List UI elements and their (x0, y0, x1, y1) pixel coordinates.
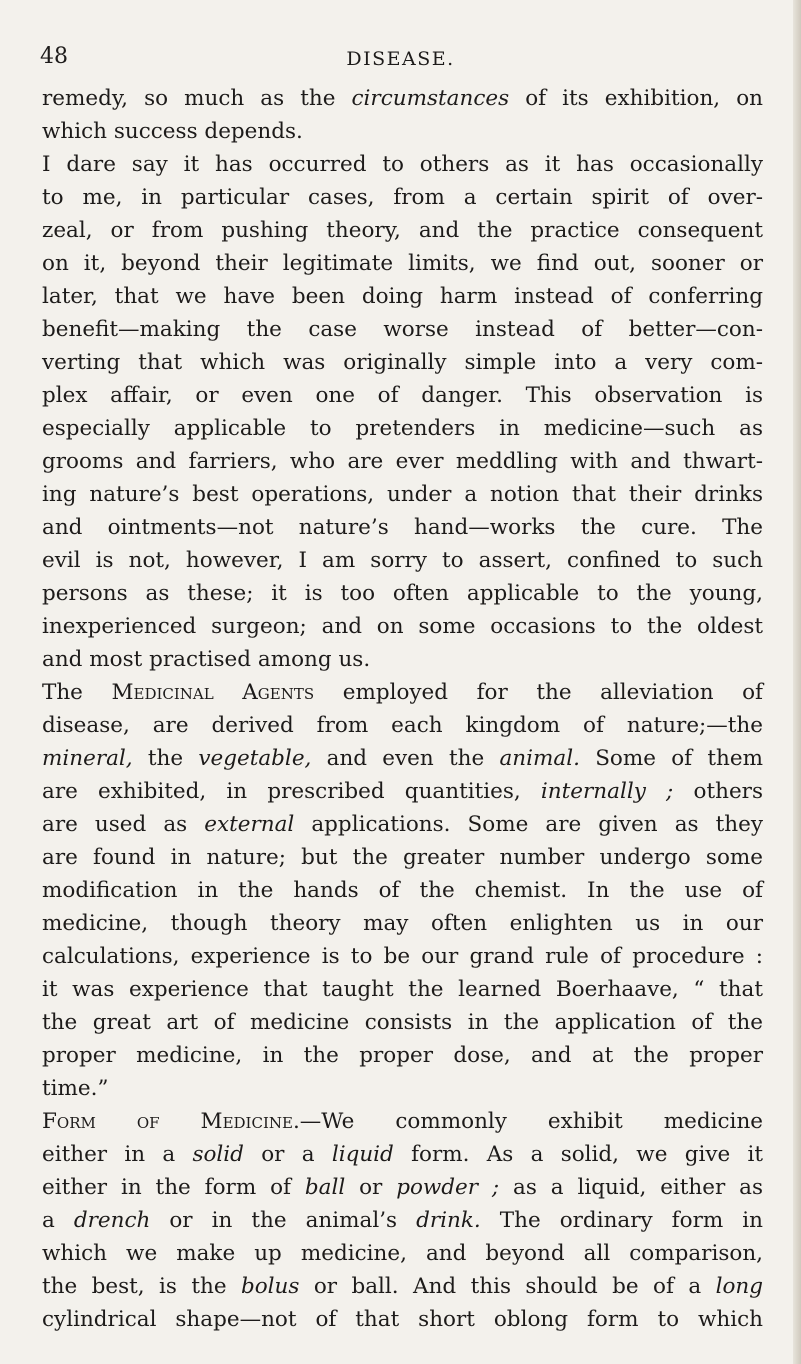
text-segment: later, that we have been doing harm instead of conferring (42, 284, 763, 309)
text-segment: ing nature’s best operations, under a notion that their drinks (42, 482, 763, 507)
text-segment: zeal, or from pushing theory, and the practice consequent (42, 218, 763, 243)
page-edge-shadow (793, 0, 801, 1364)
text-line (42, 1237, 763, 1270)
text-segment: cylindrical shape—not of that short oblong form to which (42, 1307, 763, 1332)
text-segment: to me, in particular cases, from a certain spirit of over- (42, 185, 763, 210)
text-line (42, 577, 763, 610)
text-segment: remedy, so much as the (42, 86, 352, 111)
text-line (42, 907, 763, 940)
page-number: 48 (40, 44, 68, 69)
text-segment: time.” (42, 1076, 109, 1101)
text-line (42, 643, 763, 676)
italic-text: external (204, 812, 295, 837)
text-line (42, 1204, 763, 1237)
text-segment: or in the animal’s (150, 1208, 417, 1233)
italic-text: powder ; (396, 1175, 500, 1200)
italic-text: mineral, (42, 746, 133, 771)
text-segment: medicine, though theory may often enlighten us in our (42, 911, 763, 936)
text-segment: which success depends. (42, 119, 303, 144)
text-segment: and ointments—not nature’s hand—works the cure. The (42, 515, 763, 540)
text-line (42, 148, 763, 181)
text-segment: benefit—making the case worse instead of better—con- (42, 317, 763, 342)
italic-text: internally ; (540, 779, 674, 804)
text-segment: as a liquid, either as (499, 1175, 764, 1200)
text-segment: verting that which was originally simple into a very com- (42, 350, 763, 375)
text-segment: especially applicable to pretenders in medicine—such as (42, 416, 763, 441)
text-segment: or (345, 1175, 397, 1200)
text-line (42, 412, 763, 445)
text-segment: and most practised among us. (42, 647, 371, 672)
text-segment: disease, are derived from each kingdom of nature;—the (42, 713, 763, 738)
text-segment: the (132, 746, 199, 771)
body-text (42, 82, 763, 1336)
text-segment: are used as (42, 812, 205, 837)
text-line (42, 445, 763, 478)
small-caps-heading: Form of Medicine. (42, 1109, 300, 1134)
text-line (42, 709, 763, 742)
text-line (42, 181, 763, 214)
text-segment: are found in nature; but the greater number undergo some (42, 845, 763, 870)
text-line (42, 610, 763, 643)
text-line (42, 346, 763, 379)
text-segment: I dare say it has occurred to others as it has occasionally (42, 152, 763, 177)
text-segment: calculations, experience is to be our grand rule of procedure : (42, 944, 763, 969)
text-line (42, 1303, 763, 1336)
italic-text: liquid (331, 1142, 394, 1167)
text-line (42, 1039, 763, 1072)
italic-text: drink. (416, 1208, 481, 1233)
text-segment: The ordinary form in (480, 1208, 763, 1233)
text-segment: evil is not, however, I am sorry to assert, confined to such (42, 548, 763, 573)
text-segment: Some of them (579, 746, 763, 771)
text-line (42, 676, 763, 709)
text-line (42, 478, 763, 511)
text-segment: or ball. And this should be of a (299, 1274, 716, 1299)
text-line (42, 280, 763, 313)
text-line (42, 808, 763, 841)
text-segment: are exhibited, in prescribed quantities, (42, 779, 541, 804)
text-segment: plex affair, or even one of danger. This observation is (42, 383, 763, 408)
text-segment: inexperienced surgeon; and on some occasions to the oldest (42, 614, 763, 639)
text-segment: employed for the alleviation of (314, 680, 764, 705)
text-line (42, 247, 763, 280)
italic-text: long (715, 1274, 763, 1299)
text-line (42, 1138, 763, 1171)
text-segment: which we make up medicine, and beyond all comparison, (42, 1241, 763, 1266)
text-line (42, 1105, 763, 1138)
text-segment: on it, beyond their legitimate limits, we find out, sooner or (42, 251, 763, 276)
text-segment: either in a (42, 1142, 193, 1167)
text-line (42, 1270, 763, 1303)
text-line (42, 1171, 763, 1204)
running-head: DISEASE. (346, 48, 455, 70)
text-line (42, 313, 763, 346)
italic-text: animal. (499, 746, 580, 771)
text-line (42, 874, 763, 907)
text-line (42, 379, 763, 412)
text-segment: the great art of medicine consists in the application of the (42, 1010, 763, 1035)
text-segment: the best, is the (42, 1274, 241, 1299)
text-segment: it was experience that taught the learned Boerhaave, “ that (42, 977, 763, 1002)
italic-text: drench (73, 1208, 151, 1233)
text-segment: proper medicine, in the proper dose, and at the proper (42, 1043, 763, 1068)
italic-text: bolus (240, 1274, 300, 1299)
text-segment: grooms and farriers, who are ever meddling with and thwart- (42, 449, 763, 474)
text-segment: or a (243, 1142, 332, 1167)
text-segment: of its exhibition, on (509, 86, 763, 111)
text-segment: a (42, 1208, 74, 1233)
text-segment: persons as these; it is too often applicable to the young, (42, 581, 763, 606)
italic-text: vegetable, (198, 746, 312, 771)
text-line (42, 544, 763, 577)
text-line (42, 511, 763, 544)
text-segment: form. As a solid, we give it (393, 1142, 763, 1167)
text-line (42, 742, 763, 775)
text-segment: modification in the hands of the chemist. In the use of (42, 878, 763, 903)
text-line (42, 940, 763, 973)
italic-text: circumstances (351, 86, 510, 111)
text-segment: others (673, 779, 763, 804)
text-line (42, 82, 763, 115)
text-line (42, 115, 763, 148)
italic-text: ball (304, 1175, 346, 1200)
text-segment: and even the (311, 746, 500, 771)
text-line (42, 214, 763, 247)
text-line (42, 973, 763, 1006)
small-caps-heading: Medicinal Agents (111, 680, 315, 705)
text-line (42, 775, 763, 808)
text-segment: applications. Some are given as they (294, 812, 763, 837)
text-line (42, 841, 763, 874)
text-segment: The (42, 680, 112, 705)
text-segment: either in the form of (42, 1175, 305, 1200)
text-segment: —We commonly exhibit medicine (299, 1109, 764, 1134)
text-line (42, 1072, 763, 1105)
italic-text: solid (192, 1142, 244, 1167)
text-line (42, 1006, 763, 1039)
